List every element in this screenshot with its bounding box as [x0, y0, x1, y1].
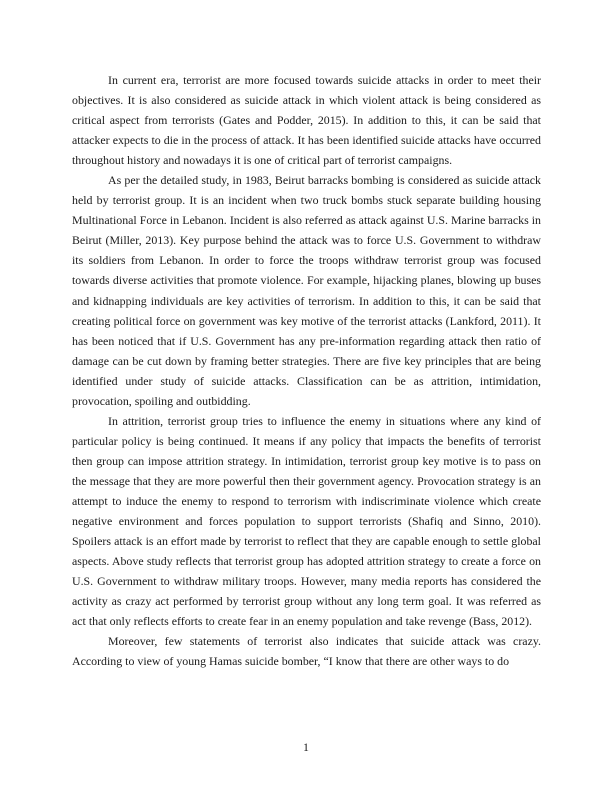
document-body: [72, 70, 541, 671]
page-number: 1: [303, 740, 309, 754]
paragraph-4: Moreover, few statements of terrorist also indicates that suicide attack was crazy. According to view of young Hamas suicide bomber, “I know that there are other ways to do: [72, 634, 541, 669]
paragraph-3: In attrition, terrorist group tries to influence the enemy in situations where any kind of particular policy is being continued. It means if any policy that impacts the benefits of terrorist then group can impose attrition strategy. In intimidation, terrorist group key motive is to pass on the message that they are more powerful then their government agency. Provocation strategy is an attempt to induce the enemy to respond to terrorism with indiscriminate violence which create negative environment and forces population to support terrorists (Shafiq and Sinno, 2010). Spoilers attack is an effort made by terrorist to reflect that they are capable enough to settle global aspects. Above study reflects that terrorist group has adopted attrition strategy to create a force on U.S. Government to withdraw military troops. However, many media reports has considered the activity as crazy act performed by terrorist group without any long term goal. It was referred as act that only reflects efforts to create fear in an enemy population and take revenge (Bass, 2012).: [72, 413, 541, 629]
paragraph-1: In current era, terrorist are more focused towards suicide attacks in order to meet their objectives. It is also considered as suicide attack in which violent attack is being considered as critical aspect from terrorists (Gates and Podder, 2015). In addition to this, it can be said that attacker expects to die in the process of attack. It has been identified suicide attacks have occurred throughout history and nowadays it is one of critical part of terrorist campaigns.: [72, 73, 541, 168]
paragraph-2: As per the detailed study, in 1983, Beirut barracks bombing is considered as suicide attack held by terrorist group. It is an incident when two truck bombs stuck separate building housing Multinational Force in Lebanon. Incident is also referred as attack against U.S. Marine barracks in Beirut (Miller, 2013). Key purpose behind the attack was to force U.S. Government to withdraw its soldiers from Lebanon. In order to force the troops withdraw terrorist group was focused towards diverse activities that promote violence. For example, hijacking planes, blowing up buses and kidnapping individuals are key activities of terrorism. In addition to this, it can be said that creating political force on government was key motive of the terrorist attacks (Lankford, 2011). It has been noticed that if U.S. Government has any pre-information regarding attack then ratio of damage can be cut down by framing better strategies. There are five key principles that are being identified under study of suicide attacks. Classification can be as attrition, intimidation, provocation, spoiling and outbidding.: [72, 173, 541, 408]
